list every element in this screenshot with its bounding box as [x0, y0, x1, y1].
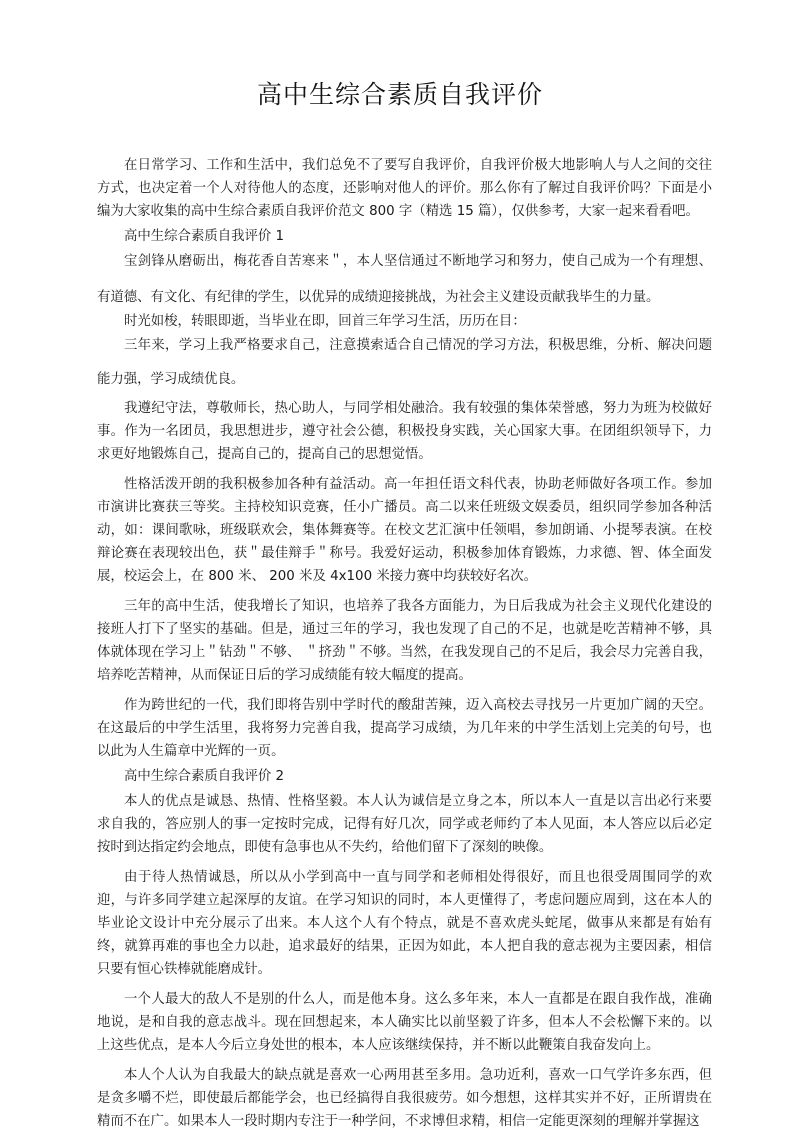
paragraph: 宝剑锋从磨砺出，梅花香自苦寒来＂，本人坚信通过不断地学习和努力，使自己成为一个有理想、有道德、有文化、有纪律的学生，以优异的成绩迎接挑战，为社会主义建设贡献我毕生的力量。 [97, 254, 712, 305]
intro-paragraph: 在日常学习、工作和生活中，我们总免不了要写自我评价，自我评价极大地影响人与人之间的交往方式，也决定着一个人对待他人的态度，还影响对他人的评价。那么你有了解过自我评价吗？下面是小编为大家收集的高中生综合素质自我评价范文 800 字（精选 15 篇），仅供参考，大家一起来看看吧。 [97, 158, 712, 219]
paragraph: 一个人最大的敌人不是别的什么人，而是他本身。这么多年来，本人一直都是在跟自我作战，准确地说，是和自我的意志战斗。现在回想起来，本人确实比以前坚毅了许多，但本人不会松懈下来的。以上这些优点，是本人今后立身处世的根本，本人应该继续保持，并不断以此鞭策自我奋发向上。 [97, 992, 712, 1053]
paragraph: 三年的高中生活，使我增长了知识，也培养了我各方面能力，为日后我成为社会主义现代化建设的接班人打下了坚实的基础。但是，通过三年的学习，我也发现了自己的不足，也就是吃苦精神不够，具体就体现在学习上＂钻劲＂不够、 ＂挤劲＂不够。当然，在我发现自己的不足后，我会尽力完善自我，培养吃苦精神，从而保证日后的学习成绩能有较大幅度的提高。 [97, 599, 712, 683]
paragraph: 时光如梭，转眼即逝，当毕业在即，回首三年学习生活，历历在目： [124, 314, 526, 329]
section-heading-2: 高中生综合素质自我评价 2 [124, 769, 285, 784]
paragraph: 由于待人热情诚恳，所以从小学到高中一直与同学和老师相处得很好，而且也很受周围同学的欢迎，与许多同学建立起深厚的友谊。在学习知识的同时，本人更懂得了，考虑问题应周到，这在本人的毕业论文设计中充分展示了出来。本人这个人有个特点，就是不喜欢虎头蛇尾，做事从来都是有始有终，就算再难的事也全力以赴，追求最好的结果，正因为如此，本人把自我的意志视为主要因素，相信只要有恒心铁棒就能磨成针。 [97, 870, 712, 977]
paragraph: 本人的优点是诚恳、热情、性格坚毅。本人认为诚信是立身之本，所以本人一直是以言出必行来要求自我的，答应别人的事一定按时完成，记得有好几次，同学或老师约了本人见面，本人答应以后必定按时到达指定约会地点，即使有急事也从不失约，给他们留下了深刻的映像。 [97, 794, 712, 855]
paragraph: 性格活泼开朗的我积极参加各种有益活动。高一年担任语文科代表，协助老师做好各项工作。参加市演讲比赛获三等奖。主持校知识竞赛，任小广播员。高二以来任班级文娱委员，组织同学参加各种活动，如：课间歌咏，班级联欢会，集体舞赛等。在校文艺汇演中任领唱，参加朗诵、小提琴表演。在校辩论赛在表现较出色，获＂最佳辩手＂称号。我爱好运动，积极参加体育锻炼，力求德、智、体全面发展，校运会上，在 800 米、 200 米及 4x100 米接力赛中均获较好名次。 [97, 477, 712, 584]
paragraph: 作为跨世纪的一代，我们即将告别中学时代的酸甜苦辣，迈入高校去寻找另一片更加广阔的天空。在这最后的中学生活里，我将努力完善自我，提高学习成绩，为几年来的中学生活划上完美的句号，也以此为人生篇章中光辉的一页。 [97, 698, 712, 759]
document-body [97, 154, 712, 1140]
document-title: 高中生综合素质自我评价 [256, 80, 543, 109]
paragraph: 我遵纪守法，尊敬师长，热心助人，与同学相处融洽。我有较强的集体荣誉感，努力为班为校做好事。作为一名团员，我思想进步，遵守社会公德，积极投身实践，关心国家大事。在团组织领导下，力求更好地锻炼自己，提高自己的，提高自己的思想觉悟。 [97, 401, 712, 462]
paragraph: 本人个人认为自我最大的缺点就是喜欢一心两用甚至多用。急功近利，喜欢一口气学许多东西，但是贪多嚼不烂，即使最后都能学会，也已经搞得自我很疲劳。如今想想，这样其实并不好，正所谓贵在精而不在广。如果本人一段时期内专注于一种学问，不求博但求精，相信一定能更深刻的理解并掌握这 [97, 1068, 712, 1129]
paragraph: 三年来，学习上我严格要求自己，注意摸索适合自己情况的学习方法，积极思维，分析、解决问题能力强，学习成绩优良。 [97, 338, 712, 387]
section-heading-1: 高中生综合素质自我评价 1 [124, 229, 285, 244]
